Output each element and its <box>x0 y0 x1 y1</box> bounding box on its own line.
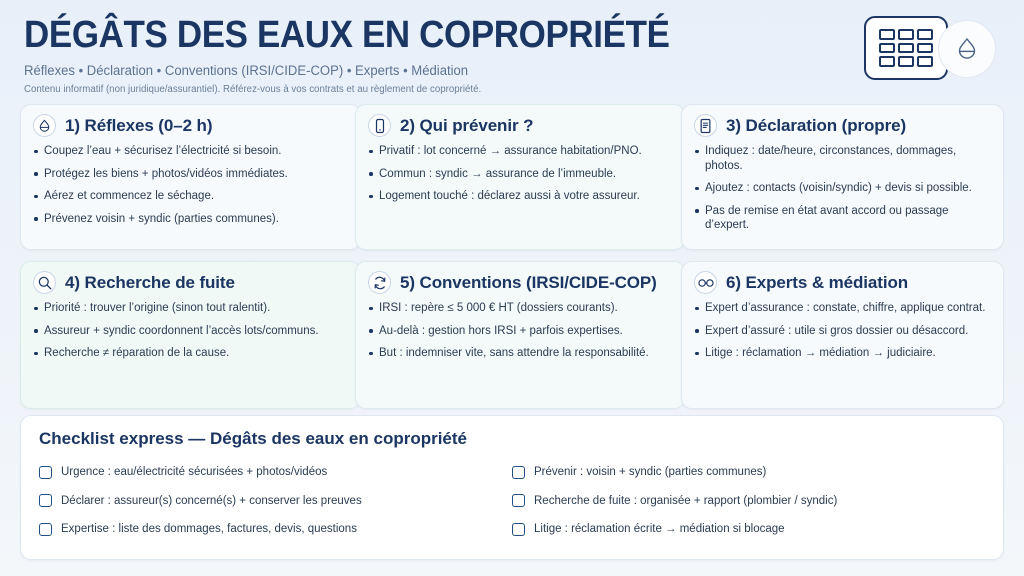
bullet-item: Privatif : lot concerné → assurance habitation/PNO. <box>368 144 672 159</box>
checkbox-icon[interactable] <box>39 466 52 479</box>
mobile-phone-icon <box>368 114 391 137</box>
card-header <box>33 114 348 137</box>
checklist-title: Checklist express — Dégâts des eaux en copropriété <box>39 429 468 448</box>
checklist-item-label: Déclarer : assureur(s) concerné(s) + conserver les preuves <box>61 494 362 507</box>
card-title: 6) Experts & médiation <box>726 272 909 292</box>
checkbox-icon[interactable] <box>512 466 525 479</box>
card-reflexes <box>20 104 361 250</box>
card-title: 5) Conventions (IRSI/CIDE-COP) <box>400 272 657 292</box>
building-window <box>898 43 914 54</box>
bullet-item: Litige : réclamation → médiation → judiciaire. <box>694 346 991 361</box>
bullet-item: Assureur + syndic coordonnent l’accès lots/communs. <box>33 324 348 339</box>
bullet-item: Priorité : trouver l’origine (sinon tout ralentit). <box>33 301 348 316</box>
page-subtitle: Réflexes • Déclaration • Conventions (IRSI/CIDE-COP) • Experts • Médiation <box>24 63 469 78</box>
checklist-item-label: Expertise : liste des dommages, factures, devis, questions <box>61 523 357 536</box>
card-conventions <box>355 261 685 409</box>
building-window <box>879 43 895 54</box>
card-declaration <box>681 104 1004 250</box>
bullet-item: Ajoutez : contacts (voisin/syndic) + devis si possible. <box>694 181 991 196</box>
card-bullet-list <box>694 301 991 361</box>
card-title: 1) Réflexes (0–2 h) <box>65 115 213 135</box>
card-bullet-list <box>368 144 672 204</box>
card-header <box>694 271 991 294</box>
bullet-item: Expert d’assurance : constate, chiffre, applique contrat. <box>694 301 991 316</box>
bullet-item: Recherche ≠ réparation de la cause. <box>33 346 348 361</box>
card-bullet-list <box>694 144 991 233</box>
checkbox-icon[interactable] <box>512 494 525 507</box>
card-bullet-list <box>33 144 348 226</box>
checklist-panel <box>20 415 1004 560</box>
card-qui-prevenir <box>355 104 685 250</box>
checklist-item-label: Recherche de fuite : organisée + rapport (plombier / syndic) <box>534 494 838 507</box>
building-window <box>898 56 914 67</box>
bullet-item: Prévenez voisin + syndic (parties communes). <box>33 212 348 227</box>
refresh-cycle-icon <box>368 271 391 294</box>
water-drop-icon <box>954 35 980 63</box>
cards-grid <box>20 104 1004 409</box>
bullet-item: But : indemniser vite, sans attendre la responsabilité. <box>368 346 672 361</box>
checklist-item[interactable] <box>39 515 512 544</box>
page-header <box>0 0 1024 96</box>
header-text-block <box>24 14 824 96</box>
building-window <box>917 29 933 40</box>
checklist-column-right <box>512 458 985 544</box>
checklist-column-left <box>39 458 512 544</box>
card-title: 4) Recherche de fuite <box>65 272 235 292</box>
document-form-icon <box>694 114 717 137</box>
card-header <box>368 114 672 137</box>
card-experts-mediation <box>681 261 1004 409</box>
building-window <box>879 56 895 67</box>
logo-badge <box>938 20 996 78</box>
card-header <box>33 271 348 294</box>
bullet-item: Protégez les biens + photos/vidéos immédiates. <box>33 167 348 182</box>
bullet-item: Aérez et commencez le séchage. <box>33 189 348 204</box>
card-header <box>368 271 672 294</box>
checklist-item-label: Litige : réclamation écrite → médiation si blocage <box>534 523 785 536</box>
bullet-item: Expert d’assuré : utile si gros dossier ou désaccord. <box>694 324 991 339</box>
building-window <box>917 43 933 54</box>
bullet-item: Commun : syndic → assurance de l’immeuble. <box>368 167 672 182</box>
checklist-item-label: Prévenir : voisin + syndic (parties communes) <box>534 466 767 479</box>
bullet-item: Logement touché : déclarez aussi à votre assureur. <box>368 189 672 204</box>
card-header <box>694 114 991 137</box>
card-bullet-list <box>33 301 348 361</box>
building-window <box>917 56 933 67</box>
header-logo <box>864 16 1004 80</box>
card-bullet-list <box>368 301 672 361</box>
card-title: 3) Déclaration (propre) <box>726 115 907 135</box>
bullet-item: Au-delà : gestion hors IRSI + parfois expertises. <box>368 324 672 339</box>
checkbox-icon[interactable] <box>512 523 525 536</box>
magnifier-search-icon <box>33 271 56 294</box>
bullet-item: Pas de remise en état avant accord ou passage d’expert. <box>694 204 991 233</box>
bullet-item: Coupez l’eau + sécurisez l’électricité si besoin. <box>33 144 348 159</box>
bullet-item: IRSI : repère ≤ 5 000 € HT (dossiers courants). <box>368 301 672 316</box>
building-window <box>898 29 914 40</box>
card-recherche-de-fuite <box>20 261 361 409</box>
checklist-columns <box>39 458 985 544</box>
page-disclaimer: Contenu informatif (non juridique/assurantiel). Référez-vous à vos contrats et au règlement de copropriété. <box>24 84 482 95</box>
checklist-item[interactable] <box>39 458 512 487</box>
checklist-item[interactable] <box>512 487 985 516</box>
checkbox-icon[interactable] <box>39 523 52 536</box>
checklist-item[interactable] <box>39 487 512 516</box>
water-drop-icon <box>33 114 56 137</box>
checklist-item[interactable] <box>512 515 985 544</box>
card-title: 2) Qui prévenir ? <box>400 115 534 135</box>
glasses-link-icon <box>694 271 717 294</box>
page-title: DÉGÂTS DES EAUX EN COPROPRIÉTÉ <box>24 14 670 56</box>
bullet-item: Indiquez : date/heure, circonstances, dommages, photos. <box>694 144 991 173</box>
building-grid-icon <box>864 16 948 80</box>
checklist-item[interactable] <box>512 458 985 487</box>
building-window <box>879 29 895 40</box>
checklist-item-label: Urgence : eau/électricité sécurisées + photos/vidéos <box>61 466 328 479</box>
checkbox-icon[interactable] <box>39 494 52 507</box>
